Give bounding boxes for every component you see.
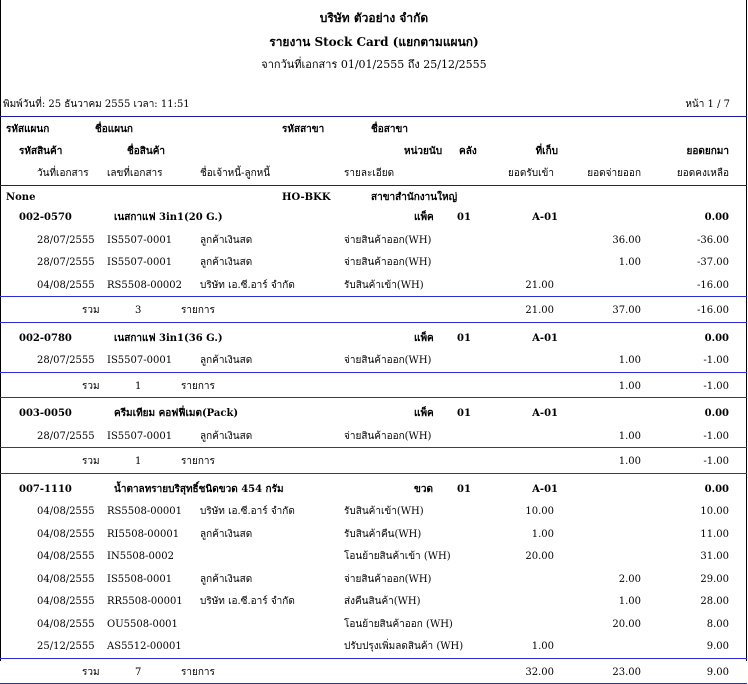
total-count: 1 [135,456,142,467]
row-receive: 21.00 [525,279,554,291]
item-code: 007-1110 [19,483,72,495]
row-doc-no: RR5508-00001 [107,596,183,607]
row-doc-date: 28/07/2555 [37,234,95,246]
page-value: 1 / 7 [707,99,730,110]
row-doc-date: 04/08/2555 [37,573,95,585]
total-top-rule [0,372,747,373]
row-detail: รับสินค้าเข้า(WH) [344,506,424,517]
item-separator-rule [0,322,747,323]
hdr-issue: ยอดจ่ายออก [587,168,641,179]
row-detail: ปรับปรุงเพิ่มลดสินค้า (WH) [344,641,464,652]
row-doc-date: 25/12/2555 [37,641,95,652]
item-location: A-01 [532,212,558,223]
item-opening-balance: 0.00 [704,483,729,495]
item-location: A-01 [532,332,558,344]
item-location: A-01 [532,483,558,495]
total-label: รวม [82,456,100,467]
hdr-doc-date: วันที่เอกสาร [37,168,89,179]
hdr-unit: หน่วยนับ [404,146,443,157]
total-unit: รายการ [181,456,215,467]
row-doc-no: RS5508-00001 [107,506,183,517]
item-separator-rule [0,397,747,398]
page-left-border [0,0,1,661]
item-code: 002-0570 [19,212,72,223]
row-doc-no: OU5508-0001 [107,618,178,630]
row-party: ลูกค้าเงินสด [200,573,253,585]
row-doc-date: 28/07/2555 [37,257,95,268]
page-right-border [746,0,747,661]
report-title: รายงาน Stock Card (แยกตามแผนก) [269,35,479,49]
row-detail: จ่ายสินค้าออก(WH) [344,257,432,268]
row-balance: 28.00 [700,596,729,607]
row-balance: 31.00 [700,551,729,562]
total-unit: รายการ [181,666,215,678]
total-balance: -1.00 [703,456,729,467]
total-balance: -1.00 [703,380,729,392]
total-issue: 1.00 [618,380,641,392]
total-top-rule [0,658,747,659]
row-detail: รับสินค้าคืน(WH) [344,528,422,540]
hdr-warehouse: คลัง [459,146,477,157]
total-count: 7 [135,666,142,678]
row-balance: 8.00 [706,618,729,630]
total-count: 3 [135,305,142,316]
hdr-doc-no: เลขที่เอกสาร [107,168,163,179]
hdr-location: ที่เก็บ [535,146,558,157]
row-issue: 36.00 [612,234,641,246]
row-receive: 1.00 [531,641,554,652]
item-name: ครีมเทียม คอฟฟี่เมต(Pack) [114,408,239,419]
row-balance: -37.00 [696,257,729,268]
item-name: เนสกาแฟ 3in1(36 G.) [114,332,223,344]
row-balance: -1.00 [703,355,729,366]
row-party: บริษัท เอ.ซี.อาร์ จำกัด [200,506,295,517]
item-warehouse: 01 [457,332,471,344]
row-balance: -16.00 [696,279,729,291]
row-issue: 2.00 [618,573,641,585]
total-label: รวม [82,666,100,678]
row-detail: จ่ายสินค้าออก(WH) [344,234,432,246]
total-issue: 1.00 [618,456,641,467]
total-top-rule [0,447,747,448]
hdr-detail: รายละเอียด [344,168,395,179]
row-doc-date: 04/08/2555 [37,618,95,630]
row-issue: 1.00 [618,430,641,442]
row-balance: 29.00 [700,573,729,585]
item-unit: แพ็ค [414,332,434,344]
row-doc-date: 04/08/2555 [37,596,95,607]
row-detail: จ่ายสินค้าออก(WH) [344,573,432,585]
row-doc-no: IN5508-0002 [107,551,174,562]
item-location: A-01 [532,408,558,419]
row-doc-date: 04/08/2555 [37,506,95,517]
row-doc-date: 28/07/2555 [37,355,95,366]
row-party: ลูกค้าเงินสด [200,234,253,246]
item-warehouse: 01 [457,408,471,419]
row-doc-date: 04/08/2555 [37,528,95,540]
item-code: 003-0050 [19,408,72,419]
branch-code: HO-BKK [282,192,331,203]
row-issue: 1.00 [618,355,641,366]
hdr-branch-name: ชื่อสาขา [371,124,408,135]
row-detail: รับสินค้าเข้า(WH) [344,279,424,291]
hdr-dept-code: รหัสแผนก [6,124,50,135]
total-receive: 32.00 [525,666,554,678]
row-party: ลูกค้าเงินสด [200,528,253,540]
row-doc-no: AS5512-00001 [107,641,182,652]
branch-name: สาขาสำนักงานใหญ่ [371,192,458,203]
row-doc-no: IS5508-0001 [107,573,173,585]
row-receive: 1.00 [531,528,554,540]
row-issue: 20.00 [612,618,641,630]
total-receive: 21.00 [525,305,554,316]
item-warehouse: 01 [457,483,471,495]
item-code: 002-0780 [19,332,72,344]
row-party: ลูกค้าเงินสด [200,257,253,268]
header-bottom-rule [0,185,747,186]
row-doc-no: RS5508-00002 [107,279,183,291]
company-name: บริษัท ตัวอย่าง จำกัด [319,11,429,25]
hdr-item-name: ชื่อสินค้า [127,146,166,157]
total-label: รวม [82,380,100,392]
total-balance: 9.00 [706,666,729,678]
row-detail: ส่งคืนสินค้า(WH) [344,596,421,607]
total-issue: 37.00 [612,305,641,316]
page-label: หน้า [685,99,705,110]
item-name: เนสกาแฟ 3in1(20 G.) [114,212,223,223]
hdr-balance: ยอดคงเหลือ [676,168,729,179]
hdr-dept-name: ชื่อแผนก [95,124,133,135]
item-opening-balance: 0.00 [704,332,729,344]
header-top-rule [0,116,747,117]
dept-name: None [6,192,36,203]
row-receive: 20.00 [525,551,554,562]
hdr-carry-forward: ยอดยกมา [686,146,729,157]
total-count: 1 [135,380,142,392]
item-opening-balance: 0.00 [704,212,729,223]
total-top-rule [0,296,747,297]
row-detail: จ่ายสินค้าออก(WH) [344,430,432,442]
row-receive: 10.00 [525,506,554,517]
row-doc-no: RI5508-00001 [107,528,180,540]
row-party: ลูกค้าเงินสด [200,355,253,366]
row-balance: 9.00 [706,641,729,652]
item-unit: แพ็ค [414,212,434,223]
row-balance: -1.00 [703,430,729,442]
row-party: บริษัท เอ.ซี.อาร์ จำกัด [200,596,295,607]
row-balance: -36.00 [696,234,729,246]
row-party: ลูกค้าเงินสด [200,430,253,442]
row-doc-no: IS5507-0001 [107,430,173,442]
page-number [640,99,730,111]
date-range: จากวันที่เอกสาร 01/01/2555 ถึง 25/12/2555 [261,58,487,71]
total-label: รวม [82,305,100,316]
row-detail: โอนย้ายสินค้าเข้า (WH) [344,551,451,562]
hdr-party: ชื่อเจ้าหนี้-ลูกหนี้ [200,168,271,179]
item-name: น้ำตาลทรายบริสุทธิ์ชนิดขวด 454 กรัม [114,483,284,495]
row-doc-no: IS5507-0001 [107,234,173,246]
row-issue: 1.00 [618,596,641,607]
item-separator-rule [0,473,747,474]
hdr-branch-code: รหัสสาขา [282,124,325,135]
print-datetime: พิมพ์วันที่: 25 ธันวาคม 2555 เวลา: 11:51 [3,99,190,110]
total-issue: 23.00 [612,666,641,678]
item-warehouse: 01 [457,212,471,223]
hdr-item-code: รหัสสินค้า [19,146,63,157]
item-unit: แพ็ค [414,408,434,419]
row-detail: จ่ายสินค้าออก(WH) [344,355,432,366]
item-unit: ขวด [414,483,433,495]
row-detail: โอนย้ายสินค้าออก (WH) [344,618,453,630]
row-balance: 10.00 [700,506,729,517]
row-issue: 1.00 [618,257,641,268]
row-doc-no: IS5507-0001 [107,355,173,366]
row-doc-date: 28/07/2555 [37,430,95,442]
total-unit: รายการ [181,305,215,316]
row-doc-date: 04/08/2555 [37,279,95,291]
row-doc-date: 04/08/2555 [37,551,95,562]
total-unit: รายการ [181,380,215,392]
row-party: บริษัท เอ.ซี.อาร์ จำกัด [200,279,295,291]
row-doc-no: IS5507-0001 [107,257,173,268]
hdr-receive: ยอดรับเข้า [508,168,554,179]
total-balance: -16.00 [696,305,729,316]
item-opening-balance: 0.00 [704,408,729,419]
row-balance: 11.00 [700,528,729,540]
